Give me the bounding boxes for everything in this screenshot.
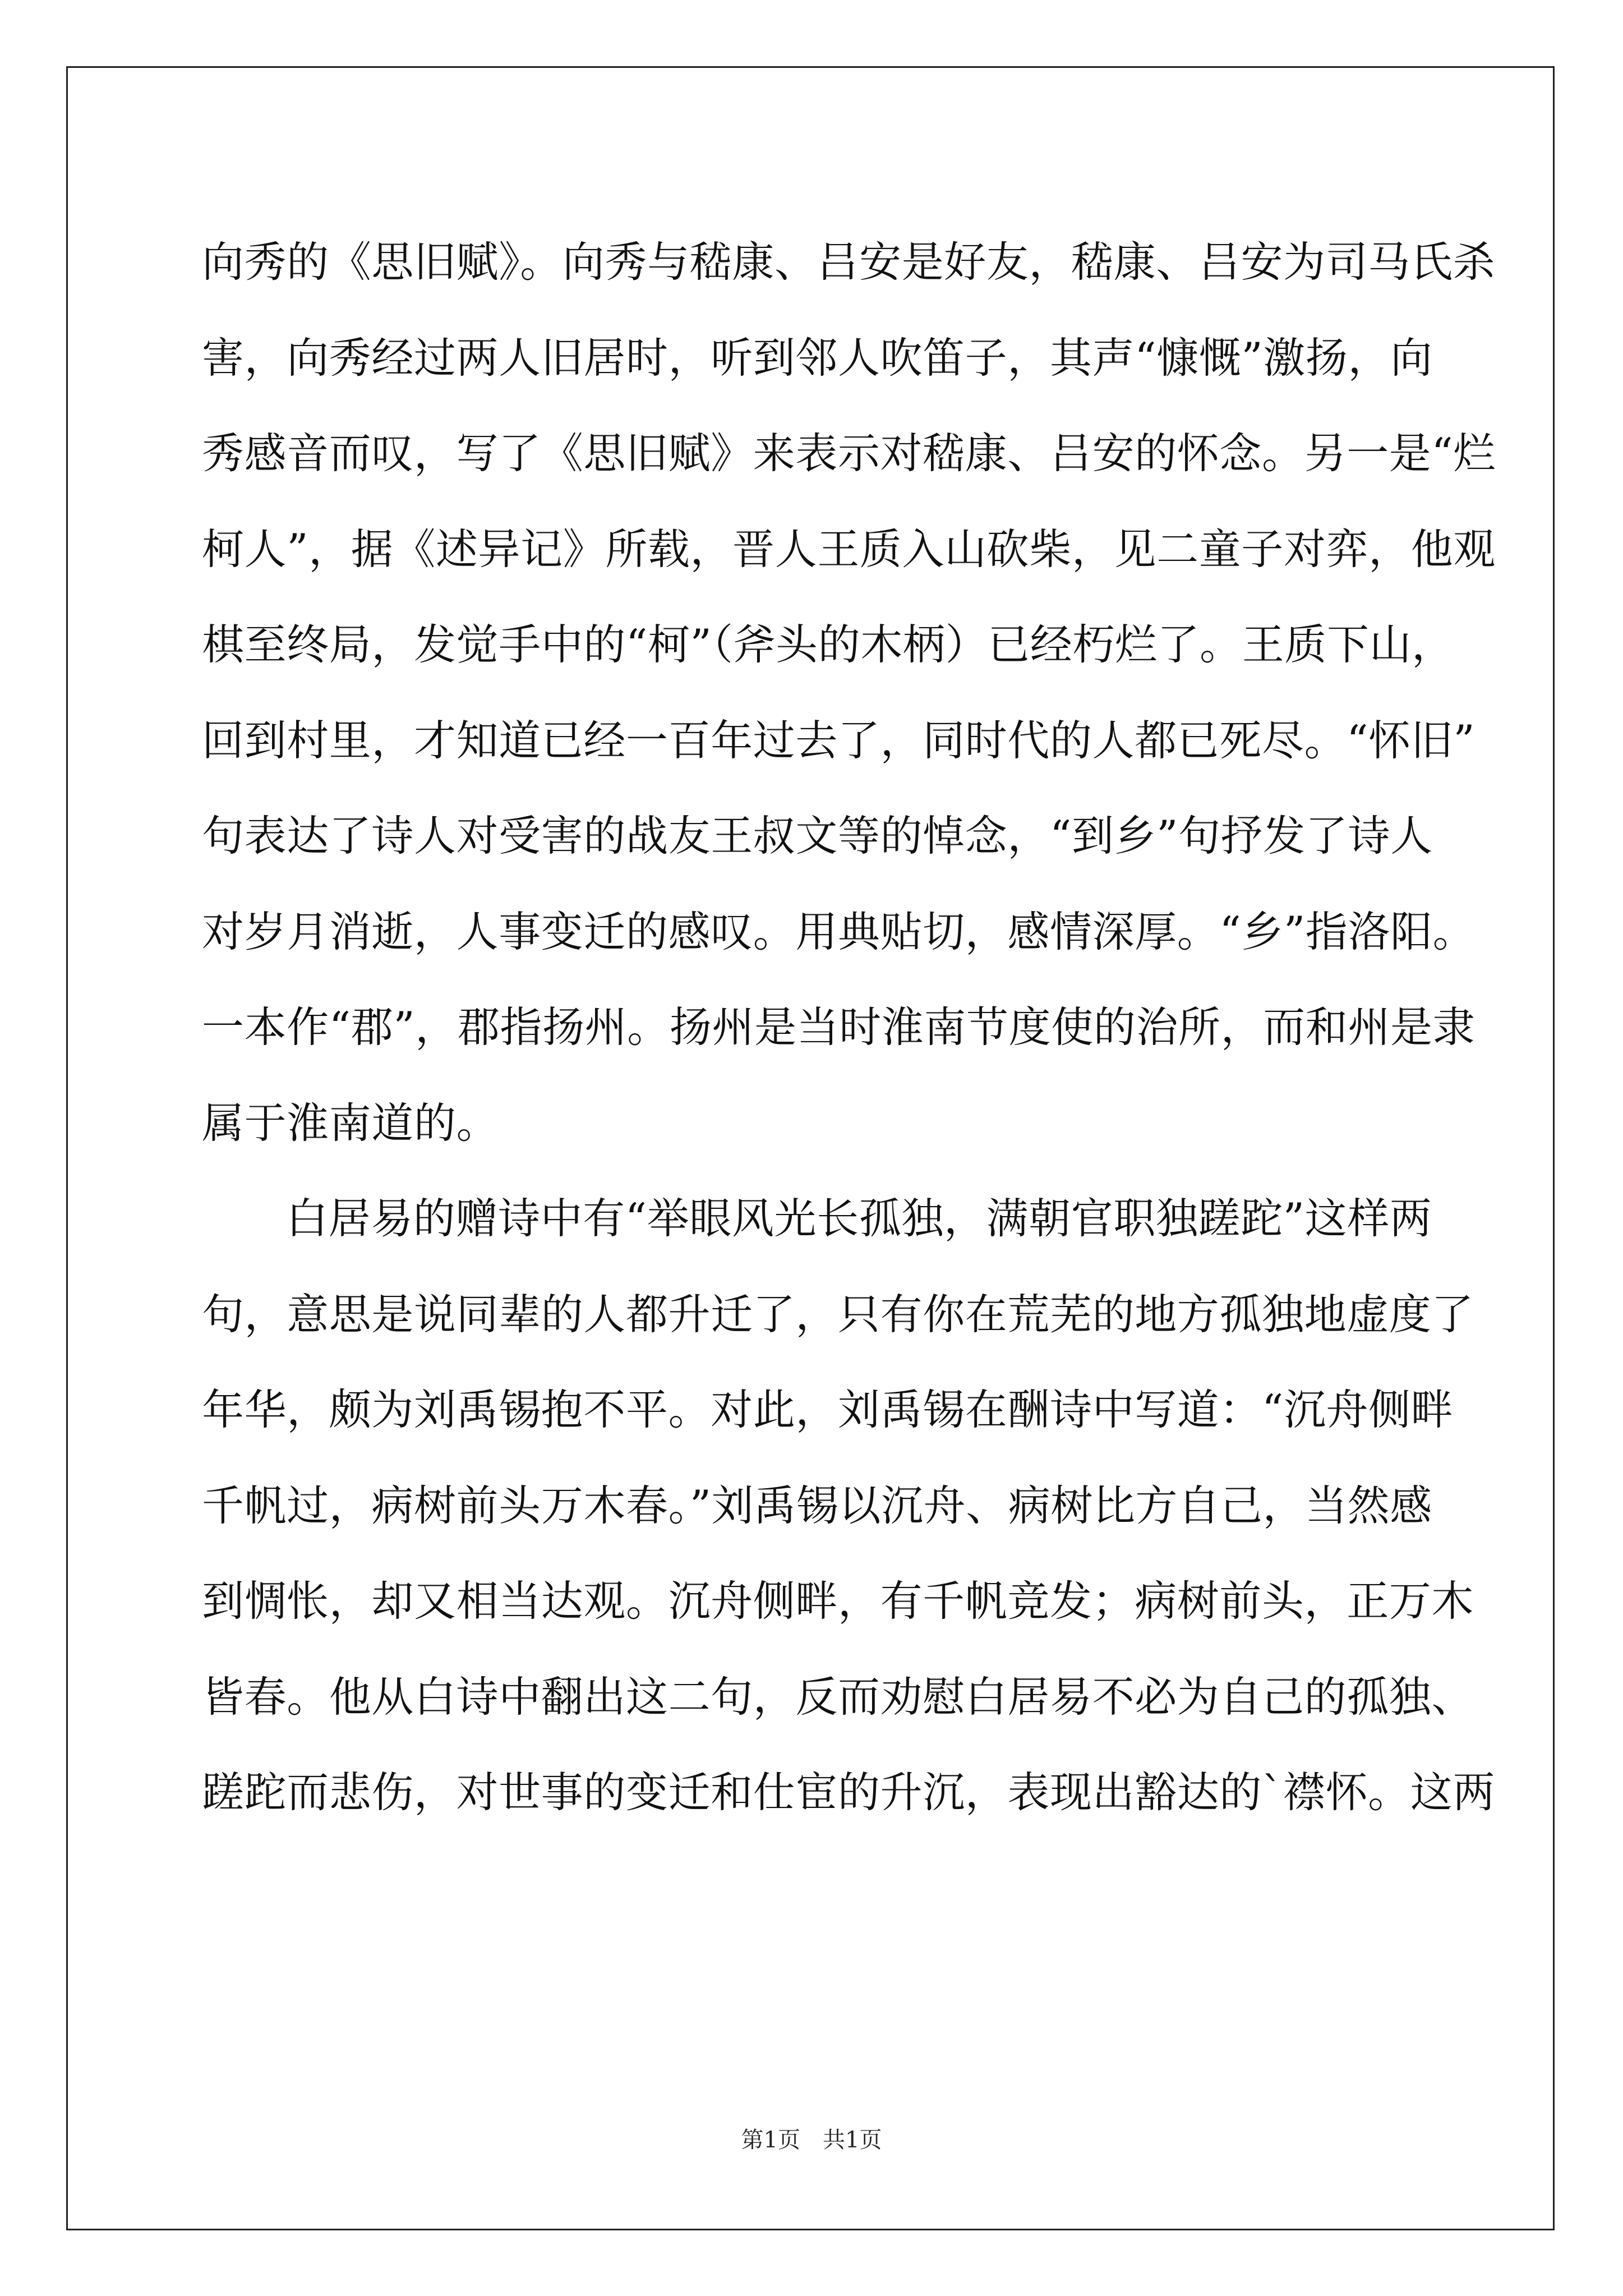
document-body	[202, 214, 1496, 1841]
text-line-paragraph-start: 白居易的赠诗中有“举眼风光长孤独，满朝官职独蹉跎”这样两	[286, 1194, 1432, 1243]
text-line: 秀感音而叹，写了《思旧赋》来表示对嵇康、吕安的怀念。另一是“烂	[202, 429, 1496, 478]
text-line: 蹉跎而悲伤，对世事的变迁和仕宦的升沉，表现出豁达的`襟怀。这两	[202, 1768, 1496, 1817]
text-line: 句，意思是说同辈的人都升迁了，只有你在荒芜的地方孤独地虚度了	[202, 1289, 1474, 1339]
text-line: 柯人”，据《述异记》所载，晋人王质入山砍柴，见二童子对弈，他观	[202, 524, 1496, 574]
text-line: 对岁月消逝，人事变迁的感叹。用典贴切，感情深厚。“乡”指洛阳。	[202, 907, 1476, 956]
text-line: 向秀的《思旧赋》。向秀与嵇康、吕安是好友，嵇康、吕安为司马氏杀	[202, 237, 1496, 287]
text-line: 句表达了诗人对受害的战友王叔文等的悼念，“到乡”句抒发了诗人	[202, 811, 1433, 861]
text-line: 一本作“郡”，郡指扬州。扬州是当时淮南节度使的治所，而和州是隶	[202, 1002, 1476, 1052]
text-line: 棋至终局，发觉手中的“柯”（斧头的木柄）已经朽烂了。王质下山，	[202, 620, 1454, 669]
text-line: 千帆过，病树前头万木春。”刘禹锡以沉舟、病树比方自己，当然感	[202, 1480, 1432, 1530]
text-line: 皆春。他从白诗中翻出这二句，反而劝慰白居易不必为自己的孤独、	[202, 1672, 1474, 1722]
text-line: 属于淮南道的。	[202, 1098, 499, 1148]
text-line: 到惆怅，却又相当达观。沉舟侧畔，有千帆竞发；病树前头，正万木	[202, 1576, 1474, 1626]
text-line: 害，向秀经过两人旧居时，听到邻人吹笛子，其声“慷慨”激扬，向	[202, 333, 1433, 383]
text-line: 回到村里，才知道已经一百年过去了，同时代的人都已死尽。“怀旧”	[202, 715, 1476, 765]
text-line: 年华，颇为刘禹锡抱不平。对此，刘禹锡在酬诗中写道：“沉舟侧畔	[202, 1385, 1454, 1434]
page-footer: 第1页 共1页	[741, 2127, 882, 2153]
